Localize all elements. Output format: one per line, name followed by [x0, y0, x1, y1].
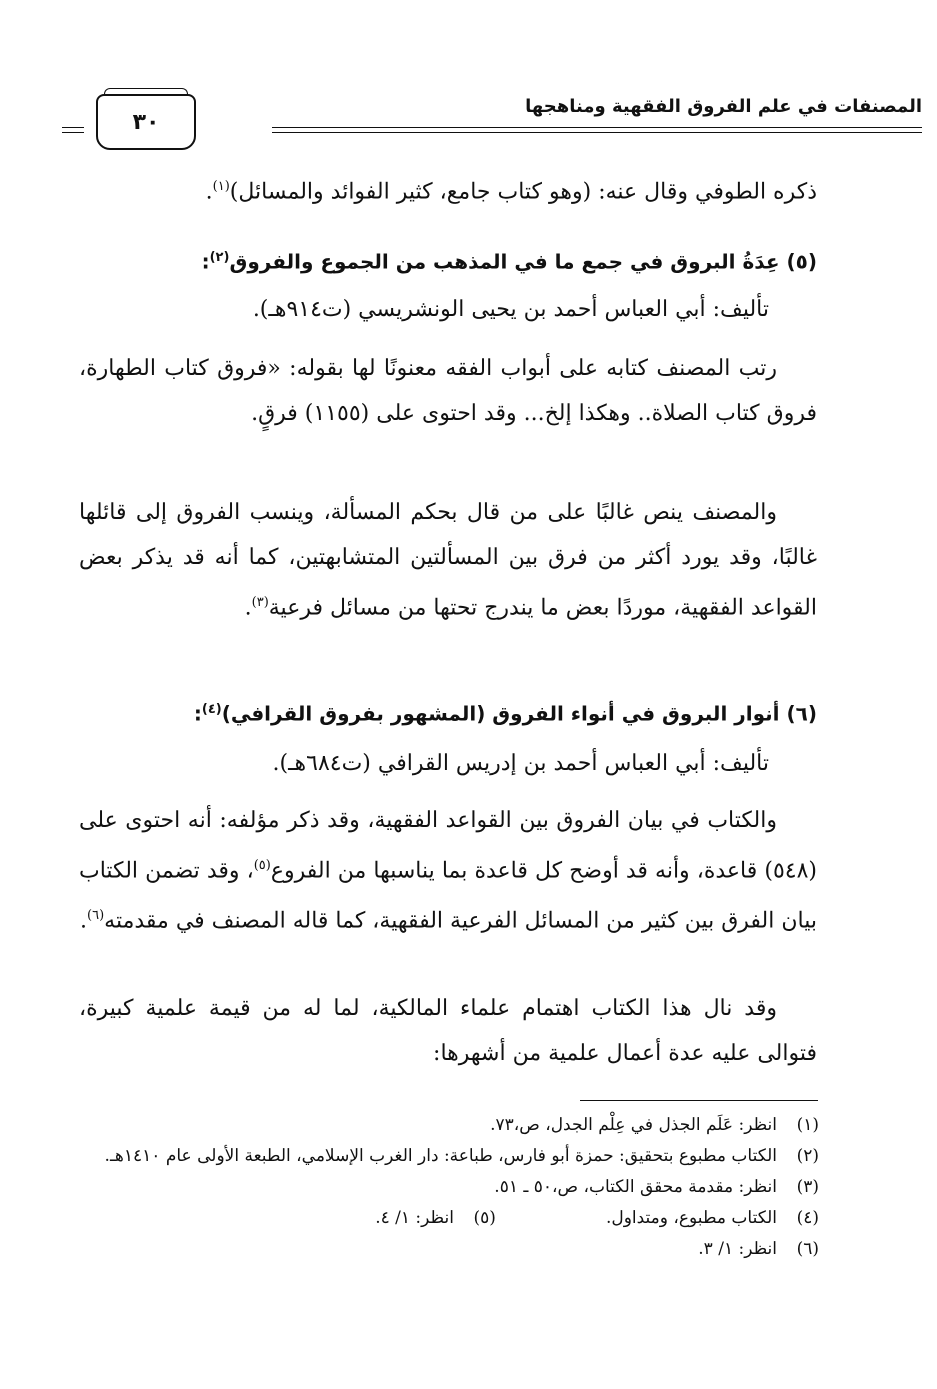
footnote: [77, 1141, 819, 1172]
footnote-number: (٤): [796, 1208, 819, 1228]
footnote-divider: [580, 1100, 818, 1101]
page-number: ٣٠: [96, 94, 196, 150]
page-header: [62, 84, 922, 146]
paragraph: وقد نال هذا الكتاب اهتمام علماء المالكية، لما له من قيمة علمية كبيرة، فتوالى عليه عدة أعمال علمية من أشهرها:: [79, 996, 817, 1066]
author-line: تأليف: أبي العباس أحمد بن إدريس القرافي (ت٦٨٤هـ).: [272, 751, 769, 776]
paragraph-text: والمصنف ينص غالبًا على من قال بحكم المسألة، وينسب الفروق إلى قائلها غالبًا، وقد يورد أكثر من فرق بين المسألتين المتشابهتين، كما أنه قد يذكر بعض القواعد الفقهية، موردًا بعض ما يندرج تحتها من مسائل فرعية: [79, 500, 817, 621]
footnote-text: الكتاب مطبوع بتحقيق: حمزة أبو فارس، طباعة: دار الغرب الإسلامي، الطبعة الأولى عام ١٤١٠هـ.: [104, 1146, 777, 1166]
section-heading: [77, 690, 817, 734]
paragraph: [79, 164, 817, 214]
header-rule: [62, 127, 84, 128]
paragraph-text: والكتاب في بيان الفروق بين القواعد الفقهية، وقد ذكر مؤلفه: أنه احتوى على (٥٤٨) قاعدة، وأنه قد أوضح كل قاعدة بما يناسبها من الفروع: [79, 808, 817, 884]
footnote: [375, 1203, 496, 1234]
punctuation: .: [244, 595, 252, 621]
paragraph-text: ، وقد تضمن الكتاب بيان الفرق بين كثير من المسائل الفرعية الفقهية، كما قاله المصنف في مقدمته: [79, 858, 817, 934]
footnote-ref: (٣): [251, 595, 269, 610]
footnote-text: انظر: مقدمة محقق الكتاب، ص،٥٠ ـ ٥١.: [494, 1177, 777, 1197]
section-heading: [77, 238, 817, 282]
footnote-ref: (٢): [209, 250, 230, 265]
footnote: [77, 1110, 819, 1141]
footnote-number: (٥): [473, 1208, 496, 1228]
punctuation: .: [80, 908, 88, 934]
footnote-number: (٣): [796, 1177, 819, 1197]
punctuation: :: [201, 249, 210, 274]
author-line: تأليف: أبي العباس أحمد بن يحيى الونشريسي (ت٩١٤هـ).: [252, 297, 769, 322]
punctuation: .: [205, 179, 213, 205]
header-rule: [272, 127, 922, 128]
paragraph-text: ذكره الطوفي وقال عنه: (وهو كتاب جامع، كثير الفوائد والمسائل): [229, 179, 817, 205]
footnote-text: الكتاب مطبوع، ومتداول.: [605, 1208, 777, 1228]
punctuation: :: [193, 701, 202, 726]
paragraph: [79, 490, 817, 630]
footnote-number: (٢): [796, 1146, 819, 1166]
footnote-ref: (١): [212, 179, 230, 194]
footnotes: [77, 1110, 819, 1265]
header-rule: [272, 132, 922, 133]
footnote-ref: (٥): [253, 858, 271, 873]
footnote-ref: (٦): [87, 908, 105, 924]
paragraph: [79, 798, 817, 944]
footnote-number: (١): [796, 1115, 819, 1135]
heading-text: (٦) أنوار البروق في أنواء الفروق (المشهور بفروق القرافي): [221, 701, 817, 726]
footnote: [606, 1203, 819, 1234]
heading-text: (٥) عِدَةُ البروق في جمع ما في المذهب من الجموع والفروق: [229, 249, 817, 274]
footnote-text: انظر: ١/ ٣.: [698, 1239, 777, 1259]
header-rule: [62, 132, 84, 133]
paragraph: رتب المصنف كتابه على أبواب الفقه معنونًا لها بقوله: «فروق كتاب الطهارة، فروق كتاب الصلاة.. وهكذا إلخ... وقد احتوى على (١١٥٥) فرقٍ.: [79, 356, 817, 426]
footnote-text: انظر: ١/ ٤.: [375, 1208, 454, 1228]
footnote-row: [77, 1203, 819, 1234]
footnote: [77, 1172, 819, 1203]
footnote-text: انظر: عَلَم الجذل في عِلْم الجدل، ص،٧٣.: [490, 1115, 777, 1135]
footnote-ref: (٤): [201, 702, 222, 717]
footnote-number: (٦): [796, 1239, 819, 1259]
running-title: المصنفات في علم الفروق الفقهية ومناهجها: [525, 96, 922, 117]
footnote: [77, 1234, 819, 1265]
